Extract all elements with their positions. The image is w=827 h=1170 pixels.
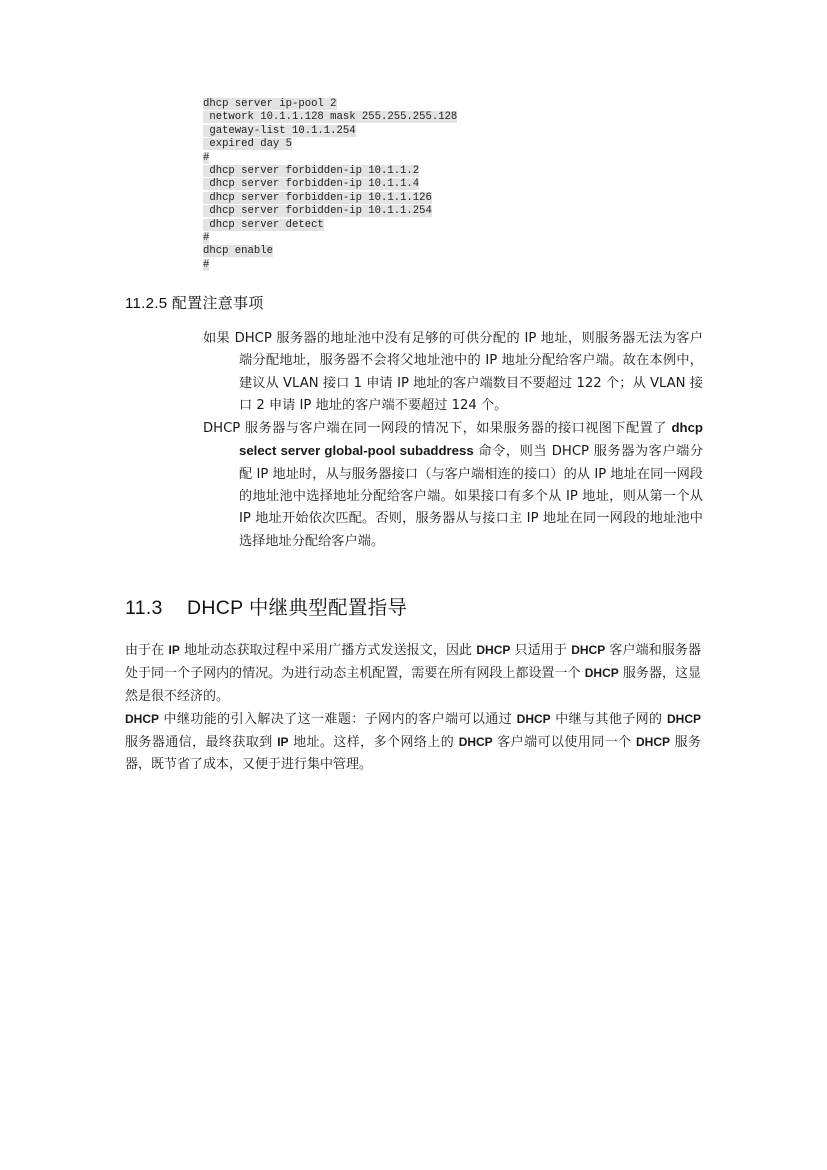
code-line: dhcp server detect — [203, 218, 324, 231]
section-title: 配置注意事项 — [171, 295, 264, 312]
paragraph: 由于在 IP 地址动态获取过程中采用广播方式发送报文，因此 DHCP 只适用于 DHCP 客户端和服务器处于同一个子网内的情况。为进行动态主机配置，需要在所有网段上都设置一个 DHCP 服务器，这显然是很不经济的。 — [125, 643, 702, 704]
section-body — [125, 639, 701, 777]
config-code-block — [203, 98, 457, 272]
code-line: # — [203, 258, 210, 271]
section-heading-11-3 — [125, 592, 407, 620]
section-number: 11.3 — [125, 597, 163, 619]
notes-list — [203, 328, 703, 553]
code-line: # — [203, 151, 210, 164]
note-item: DHCP 服务器与客户端在同一网段的情况下，如果服务器的接口视图下配置了 dhcp select server global-pool subaddress 命令，则当 DHCP 服务器为客户端分配 IP 地址时，从与服务器接口（与客户端相连的接口）的从 IP 地址在同一网段的地址池中选择地址分配给客户端。如果接口有多个从 IP 地址，则从第一个从 IP 地址开始依次匹配。否则，服务器从与接口主 IP 地址在同一网段的地址池中选择地址分配给客户端。 — [203, 420, 704, 549]
code-line: dhcp server forbidden-ip 10.1.1.126 — [203, 191, 432, 204]
code-line: dhcp server forbidden-ip 10.1.1.254 — [203, 205, 432, 218]
section-heading-11-2-5 — [125, 292, 264, 313]
code-line: dhcp server forbidden-ip 10.1.1.4 — [203, 178, 420, 191]
code-line: dhcp enable — [203, 245, 273, 258]
code-line: # — [203, 232, 210, 245]
code-line: dhcp server forbidden-ip 10.1.1.2 — [203, 165, 420, 178]
command-name: dhcp select server global-pool subaddress — [239, 420, 703, 459]
note-item: 如果 DHCP 服务器的地址池中没有足够的可供分配的 IP 地址，则服务器无法为客户端分配地址，服务器不会将父地址池中的 IP 地址分配给客户端。故在本例中，建议从 VLAN 接口 1 申请 IP 地址的客户端数目不要超过 122 个；从 VLAN 接口 2 申请 IP 地址的客户端不要超过 124 个。 — [203, 331, 703, 413]
code-line: network 10.1.1.128 mask 255.255.255.128 — [203, 111, 458, 124]
code-line: dhcp server ip-pool 2 — [203, 98, 337, 110]
paragraph: DHCP 中继功能的引入解决了这一难题：子网内的客户端可以通过 DHCP 中继与其他子网的 DHCP 服务器通信，最终获取到 IP 地址。这样，多个网络上的 DHCP 客户端可以使用同一个 DHCP 服务器，既节省了成本，又便于进行集中管理。 — [125, 711, 702, 773]
section-title: DHCP 中继典型配置指导 — [187, 597, 408, 619]
code-line: expired day 5 — [203, 138, 293, 151]
section-number: 11.2.5 — [125, 295, 168, 312]
code-line: gateway-list 10.1.1.254 — [203, 124, 356, 137]
